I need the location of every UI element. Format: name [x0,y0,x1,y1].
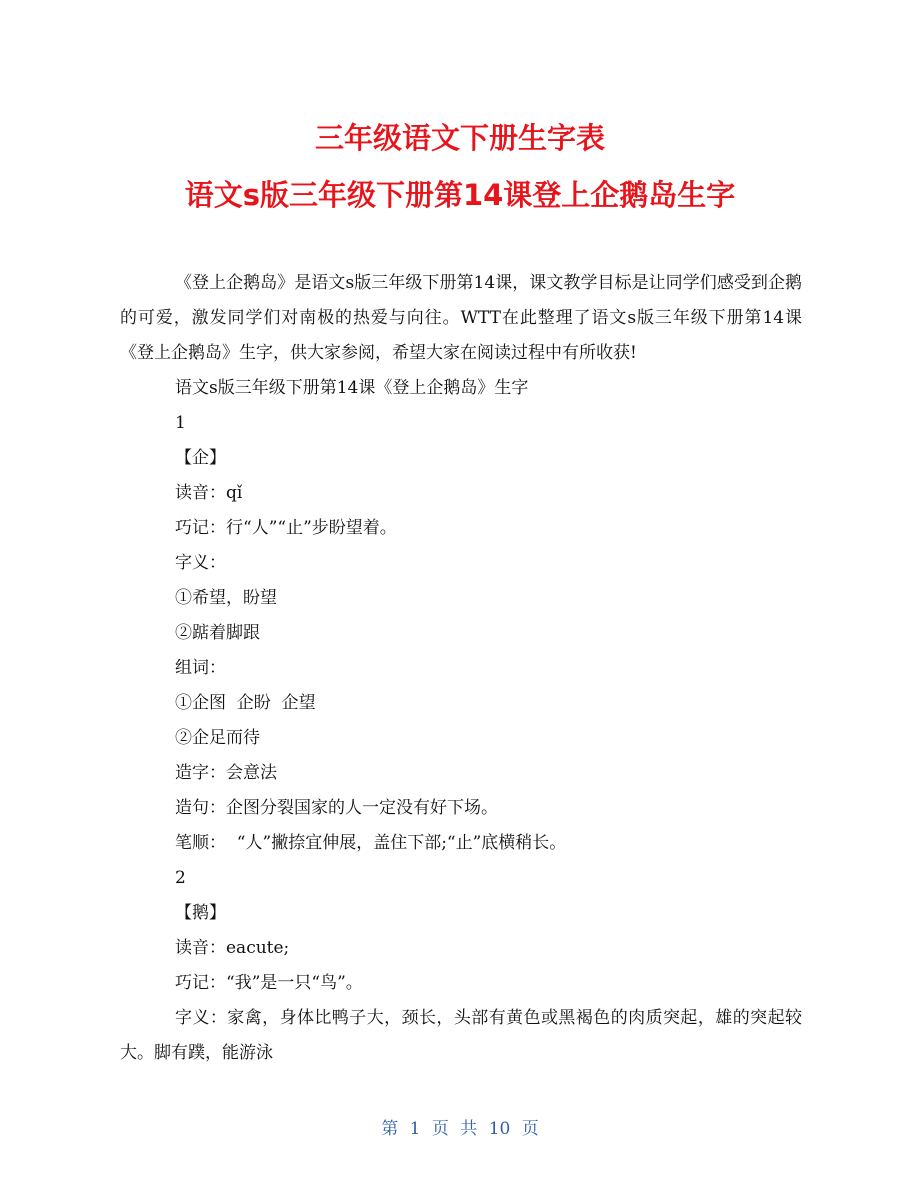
text-line: 读音：eacute; [175,938,290,958]
text-line: 1 [175,413,186,433]
text-line: ②企足而待 [175,728,260,748]
page-footer: 第 1 页 共 10 页 [381,1119,539,1139]
text-line: 读音：qǐ [175,483,243,503]
text-line: 【鹅】 [175,903,226,923]
document-title: 三年级语文下册生字表 [314,121,605,155]
text-line: 巧记：“我”是一只“鸟”。 [175,973,363,993]
text-line: ①企图 企盼 企望 [175,693,316,713]
text-line: 语文s版三年级下册第14课《登上企鹅岛》生字 [175,378,529,398]
text-line: 巧记：行“人”“止”步盼望着。 [175,518,397,538]
text-line: ②踮着脚跟 [175,623,260,643]
definition-paragraph: 字义：家禽，身体比鸭子大，颈长，头部有黄色或黑褐色的肉质突起，雄的突起较大。脚有蹼，能游泳 [120,1008,802,1063]
text-line: ①希望，盼望 [175,588,277,608]
document-body [120,266,802,1071]
intro-paragraph: 《登上企鹅岛》是语文s版三年级下册第14课，课文教学目标是让同学们感受到企鹅的可爱，激发同学们对南极的热爱与向往。WTT在此整理了语文s版三年级下册第14课《登上企鹅岛》生字，供大家参阅，希望大家在阅读过程中有所收获! [120,273,802,363]
text-line: 造句：企图分裂国家的人一定没有好下场。 [175,798,498,818]
text-line: 【企】 [175,448,226,468]
text-line: 2 [175,868,186,888]
text-line: 组词： [175,658,226,678]
text-line: 造字：会意法 [175,763,277,783]
document-subtitle: 语文s版三年级下册第14课登上企鹅岛生字 [184,178,736,212]
text-line: 笔顺： “人”撇捺宜伸展，盖住下部;“止”底横稍长。 [175,833,567,853]
text-line: 字义： [175,553,226,573]
